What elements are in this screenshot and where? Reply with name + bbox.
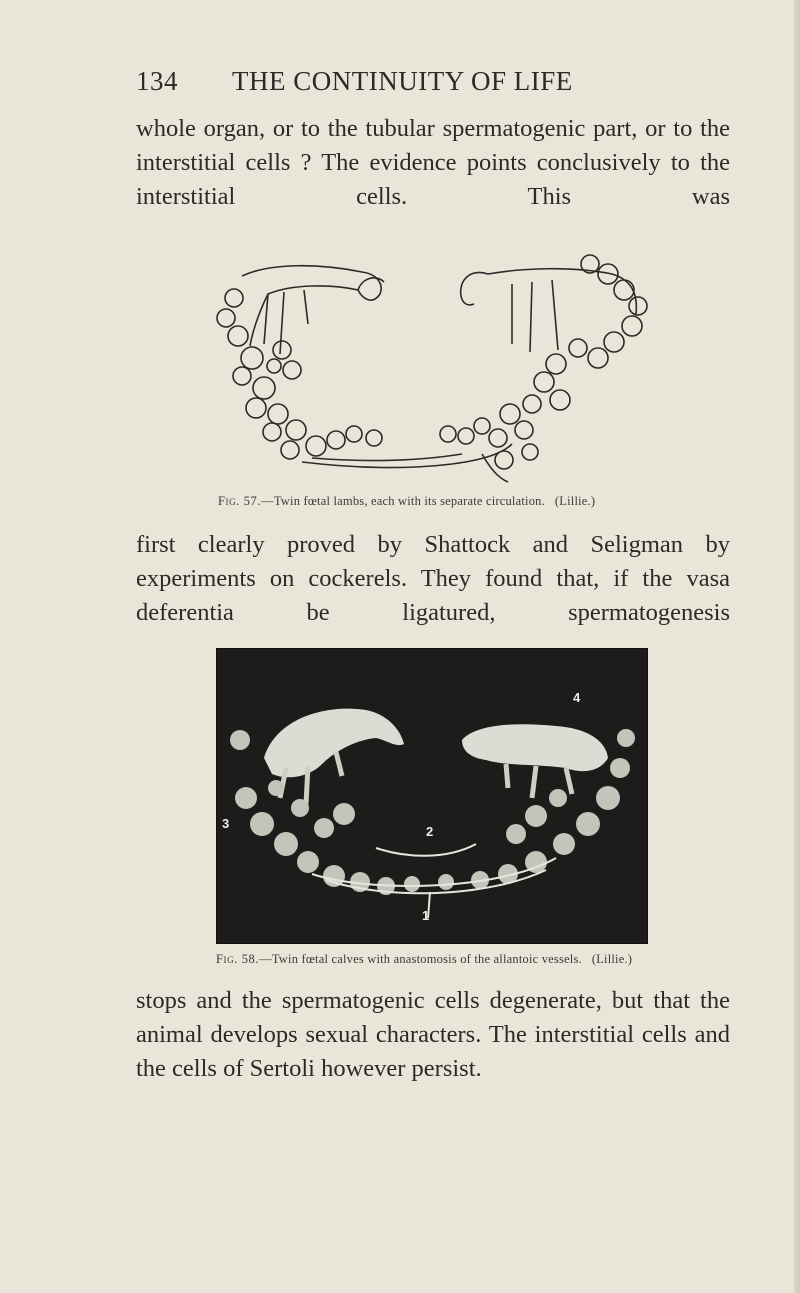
figure-57-illustration: [212, 254, 662, 486]
photo-label-2: 2: [426, 824, 434, 839]
photo-label-3: 3: [222, 816, 230, 831]
figure-58-caption-text: —Twin fœtal calves with anastomosis of the allantoic vessels.: [259, 952, 582, 966]
figure-58-photo: [216, 648, 648, 944]
figure-57-credit: (Lillie.): [554, 494, 596, 508]
photo-label-1: 1: [422, 908, 430, 923]
photo-label-4: 4: [573, 690, 581, 705]
figure-57-caption: [218, 494, 595, 509]
figure-58-credit: (Lillie.): [591, 952, 633, 966]
figure-58-caption: [216, 952, 632, 967]
paragraph-3: stops and the spermatogenic cells degenerate, but that the animal develops sexual characters. The interstitial cells and the cells of Sertoli however persist.: [136, 987, 730, 1082]
figure-57-caption-text: —Twin fœtal lambs, each with its separate circulation.: [261, 494, 545, 508]
figure-57-label: Fig. 57.: [218, 494, 262, 508]
figure-58-label: Fig. 58.: [216, 952, 260, 966]
running-title: THE CONTINUITY OF LIFE: [232, 66, 573, 96]
running-header: [136, 66, 736, 97]
page-number: 134: [136, 66, 178, 96]
paragraph-1: whole organ, or to the tubular spermatogenic part, or to the interstitial cells ? The evidence points conclusively to the interstitial cells. This was: [136, 115, 730, 210]
paragraph-2: first clearly proved by Shattock and Seligman by experiments on cockerels. They found that, if the vasa deferentia be ligatured, spermatogenesis: [136, 531, 730, 626]
page-edge: [794, 0, 800, 1293]
figure-58-image: [216, 648, 648, 944]
